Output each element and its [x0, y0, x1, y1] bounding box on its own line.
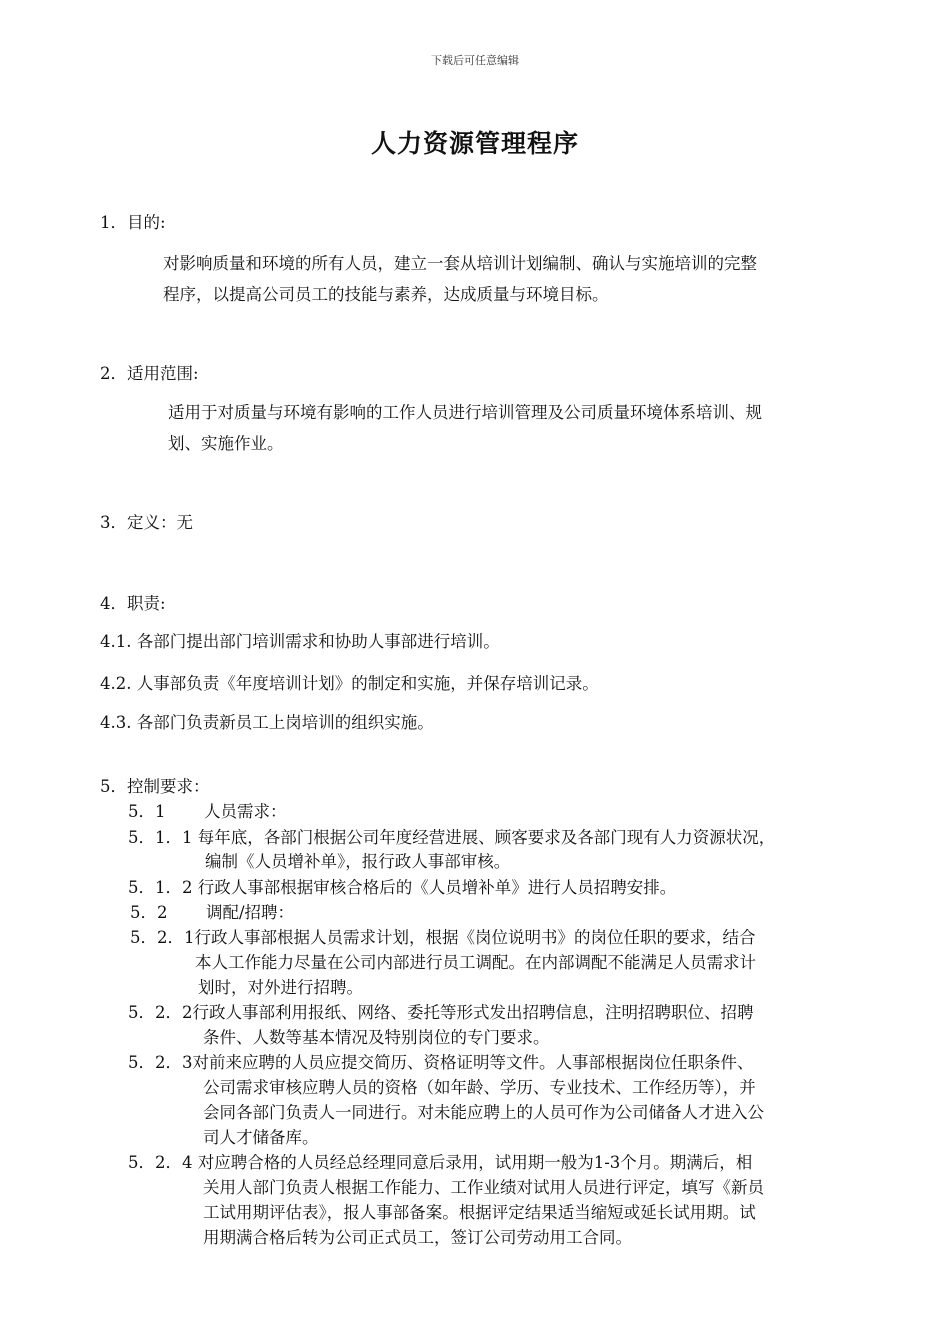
section-4-item: 4.3. 各部门负责新员工上岗培训的组织实施。 [100, 713, 434, 732]
clause-5-2-1-line: 本人工作能力尽量在公司内部进行员工调配。在内部调配不能满足人员需求计 [195, 953, 756, 972]
clause-5-2-3-line: 公司需求审核应聘人员的资格（如年龄、学历、专业技术、工作经历等），并 [203, 1078, 756, 1097]
section-1-line: 程序，以提高公司员工的技能与素养，达成质量与环境目标。 [163, 285, 609, 304]
clause-5-2-1-line: 5．2．1行政人事部根据人员需求计划，根据《岗位说明书》的岗位任职的要求，结合 [130, 928, 756, 947]
clause-5-2-2-line: 5．2．2行政人事部利用报纸、网络、委托等形式发出招聘信息，注明招聘职位、招聘 [128, 1003, 754, 1022]
clause-5-2-3-line: 司人才储备库。 [203, 1128, 319, 1147]
clause-5-1-number: 5．1 [128, 802, 166, 821]
clause-5-1-1-line: 5．1．1 每年底，各部门根据公司年度经营进展、顾客要求及各部门现有人力资源状况， [128, 828, 776, 847]
clause-5-2-text: 调配/招聘： [206, 903, 295, 922]
section-2-line: 适用于对质量与环境有影响的工作人员进行培训管理及公司质量环境体系培训、规 [168, 403, 762, 422]
page-header-note: 下载后可任意编辑 [431, 54, 519, 67]
clause-5-2-2-line: 条件、人数等基本情况及特别岗位的专门要求。 [203, 1028, 550, 1047]
clause-5-2-4-line: 工试用期评估表》，报人事部备案。根据评定结果适当缩短或延长试用期。试 [203, 1203, 756, 1222]
section-4-heading: 4．职责: [100, 594, 166, 613]
section-4-item: 4.2. 人事部负责《年度培训计划》的制定和实施，并保存培训记录。 [100, 674, 599, 693]
clause-5-1-1-line: 编制《人员增补单》，报行政人事部审核。 [205, 852, 511, 871]
section-2-line: 划、实施作业。 [168, 434, 284, 453]
section-5-heading: 5．控制要求： [100, 777, 210, 796]
clause-5-2-3-line: 5．2．3对前来应聘的人员应提交简历、资格证明等文件。人事部根据岗位任职条件、 [128, 1053, 754, 1072]
clause-5-2-4-line: 5．2．4 对应聘合格的人员经总经理同意后录用，试用期一般为1-3个月。期满后，相 [128, 1153, 753, 1172]
clause-5-2-number: 5．2 [130, 903, 168, 922]
section-4-item: 4.1. 各部门提出部门培训需求和协助人事部进行培训。 [100, 632, 500, 651]
document-title: 人力资源管理程序 [370, 129, 579, 158]
clause-5-2-4-line: 用期满合格后转为公司正式员工，签订公司劳动用工合同。 [203, 1228, 632, 1247]
clause-5-2-1-line: 划时，对外进行招聘。 [198, 978, 363, 997]
clause-5-2-3-line: 会同各部门负责人一同进行。对未能应聘上的人员可作为公司储备人才进入公 [203, 1103, 764, 1122]
section-2-heading: 2．适用范围: [100, 364, 199, 383]
section-3-heading: 3．定义：无 [100, 513, 193, 532]
section-1-line: 对影响质量和环境的所有人员，建立一套从培训计划编制、确认与实施培训的完整 [163, 254, 757, 273]
clause-5-1-2-line: 5．1．2 行政人事部根据审核合格后的《人员增补单》进行人员招聘安排。 [128, 878, 677, 897]
section-1-heading: 1．目的: [100, 213, 166, 232]
clause-5-2-4-line: 关用人部门负责人根据工作能力、工作业绩对试用人员进行评定，填写《新员 [203, 1178, 764, 1197]
clause-5-1-text: 人员需求： [204, 802, 287, 821]
